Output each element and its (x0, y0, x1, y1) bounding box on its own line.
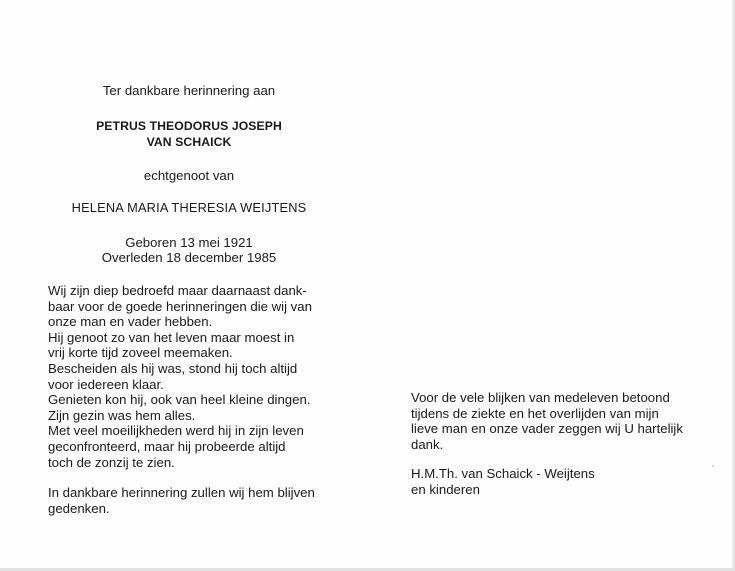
memorial-line: Met veel moeilijkheden werd hij in zijn leven (48, 423, 304, 439)
signature-line2: en kinderen (411, 481, 480, 497)
card-edge-right (731, 0, 735, 571)
memorial-line: baar voor de goede herinneringen die wij van (48, 298, 312, 314)
closing-line2: gedenken. (48, 500, 110, 516)
memorial-line: Bescheiden als hij was, stond hij toch altijd (48, 360, 298, 376)
memorial-line: Genieten kon hij, ook van heel kleine dingen. (48, 392, 311, 408)
memorial-line: Wij zijn diep bedroefd maar daarnaast dank- (48, 282, 307, 298)
signature (411, 466, 717, 497)
spouse-name: HELENA MARIA THERESIA WEIJTENS (71, 200, 307, 216)
deceased-name-line2: VAN SCHAICK (146, 134, 232, 149)
thanks-line: Voor de vele blijken van medeleven betoond (411, 390, 670, 405)
memorial-line: geconfronteerd, maar hij probeerde altijd (48, 438, 286, 454)
spouse-label: echtgenoot van (143, 167, 235, 183)
thanks-text (411, 390, 717, 452)
signature-line1: H.M.Th. van Schaick - Weijtens (411, 466, 595, 482)
memorial-line: toch de zonzij te zien. (48, 454, 175, 470)
thanks-line: lieve man en onze vader zeggen wij U hartelijk (411, 421, 683, 437)
closing-text (48, 485, 330, 516)
memorial-text (48, 283, 330, 470)
intro-text: Ter dankbare herinnering aan (102, 83, 276, 98)
memorial-line: voor iedereen klaar. (48, 376, 164, 392)
life-dates (48, 235, 330, 266)
deceased-name (48, 118, 330, 150)
thanks-line: tijdens de ziekte en het overlijden van mijn (411, 405, 659, 421)
thanks-line: dank. (411, 436, 444, 452)
birth-date: Geboren 13 mei 1921 (125, 234, 253, 250)
memorial-line: Zijn gezin was hem alles. (48, 407, 196, 423)
right-panel (411, 390, 717, 498)
death-date: Overleden 18 december 1985 (101, 250, 277, 266)
left-panel (48, 83, 330, 516)
memorial-line: Hij genoot zo van het leven maar moest in (48, 329, 295, 345)
memorial-line: onze man en vader hebben. (48, 314, 213, 330)
memorial-line: vrij korte tijd zoveel meemaken. (48, 345, 233, 361)
paper-speck (712, 465, 714, 467)
closing-line1: In dankbare herinnering zullen wij hem blijven (48, 485, 315, 501)
deceased-name-line1: PETRUS THEODORUS JOSEPH (96, 118, 282, 133)
